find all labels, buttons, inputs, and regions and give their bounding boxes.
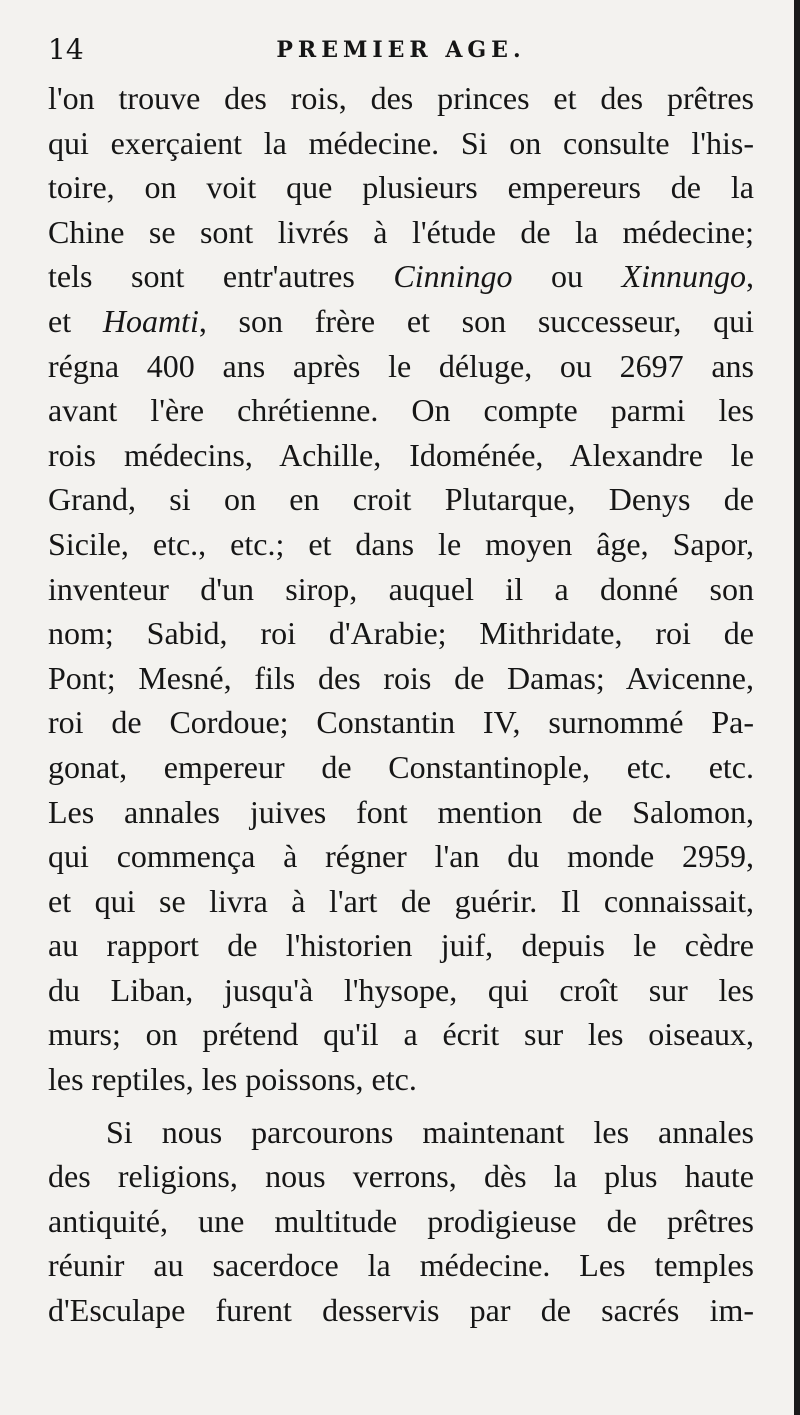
text-line — [48, 299, 754, 344]
running-title: PREMIER AGE. — [276, 37, 526, 63]
text-line: régna 400 ans après le déluge, ou 2697 ans — [48, 347, 754, 384]
text-line: Pont; Mesné, fils des rois de Damas; Avicenne, — [48, 659, 754, 696]
text-line — [48, 254, 754, 299]
text-line: gonat, empereur de Constantinople, etc. etc. — [48, 748, 754, 785]
text-line: des religions, nous verrons, dès la plus haute — [48, 1158, 754, 1195]
italic-name: Hoamti — [102, 302, 199, 339]
text-line: qui commença à régner l'an du monde 2959, — [48, 838, 754, 875]
text-line: l'on trouve des rois, des princes et des prêtres — [48, 80, 754, 116]
text-line: d'Esculape furent desservis par de sacrés im- — [48, 1292, 754, 1329]
text-line: toire, on voit que plusieurs empereurs de la — [48, 169, 754, 206]
text-line: les reptiles, les poissons, etc. — [48, 1061, 417, 1098]
italic-name: Cinningo — [393, 258, 513, 295]
paragraph-gap — [48, 1102, 754, 1110]
italic-name: Xinnungo — [621, 258, 746, 295]
text-line: Sicile, etc., etc.; et dans le moyen âge, Sapor, — [48, 525, 754, 562]
text-line: Les annales juives font mention de Salomon, — [48, 793, 754, 830]
text-segment: tels sont entr'autres — [48, 258, 394, 295]
text-line: nom; Sabid, roi d'Arabie; Mithridate, roi de — [48, 615, 754, 652]
text-line: du Liban, jusqu'à l'hysope, qui croît sur les — [48, 971, 754, 1008]
text-segment: ou — [512, 258, 622, 295]
text-line: inventeur d'un sirop, auquel il a donné son — [48, 570, 754, 607]
text-line: Si nous parcourons maintenant les annales — [106, 1113, 754, 1150]
text-line: roi de Cordoue; Constantin IV, surnommé Pa- — [48, 704, 754, 741]
text-line: Grand, si on en croit Plutarque, Denys de — [48, 481, 754, 518]
text-line: murs; on prétend qu'il a écrit sur les oiseaux, — [48, 1016, 754, 1053]
text-line: Chine se sont livrés à l'étude de la médecine; — [48, 213, 754, 250]
text-segment: , son frère et son successeur, qui — [198, 302, 754, 339]
page-header — [48, 30, 754, 70]
text-line: rois médecins, Achille, Idoménée, Alexandre le — [48, 436, 754, 473]
text-line: qui exerçaient la médecine. Si on consulte l'his- — [48, 124, 754, 161]
page-number: 14 — [48, 33, 84, 66]
body-text — [48, 76, 754, 1333]
text-segment: , — [746, 258, 754, 295]
text-line: au rapport de l'historien juif, depuis le cèdre — [48, 927, 754, 964]
text-segment: et — [48, 302, 103, 339]
text-line: et qui se livra à l'art de guérir. Il connaissait, — [48, 882, 754, 919]
text-line: antiquité, une multitude prodigieuse de prêtres — [48, 1202, 754, 1239]
text-line: réunir au sacerdoce la médecine. Les temples — [48, 1247, 754, 1284]
text-line: avant l'ère chrétienne. On compte parmi les — [48, 392, 754, 429]
